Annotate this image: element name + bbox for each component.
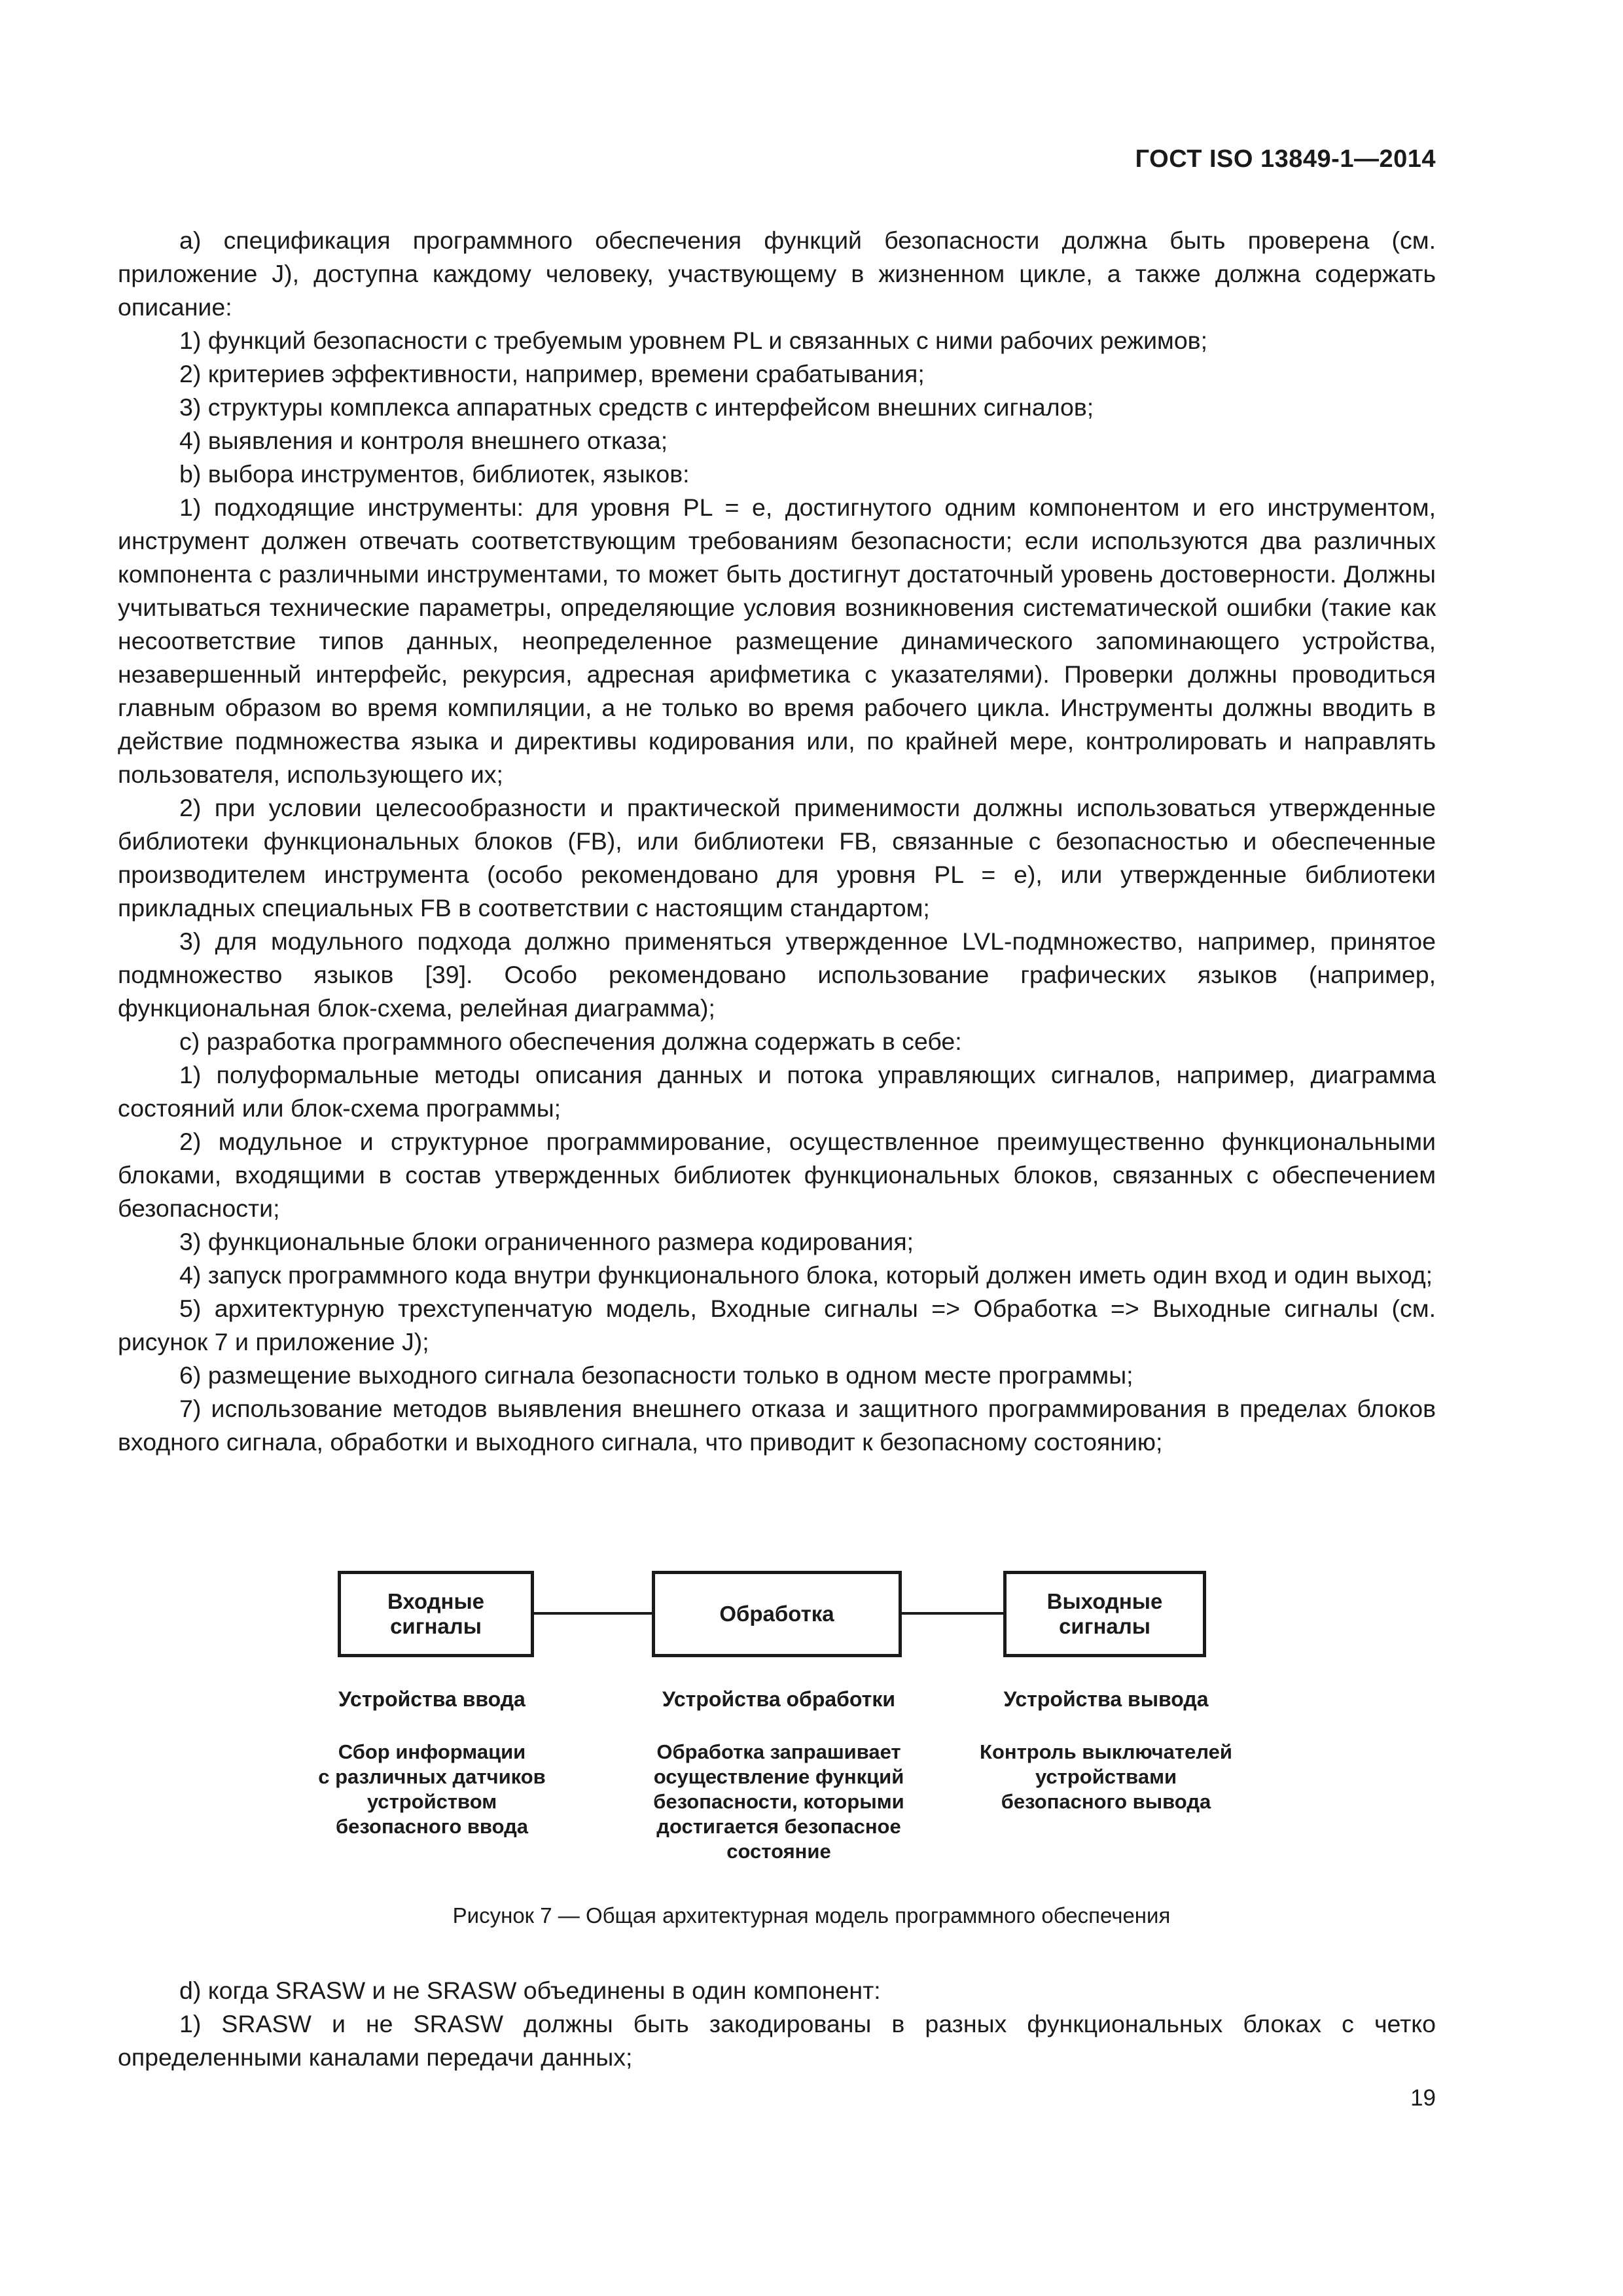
input-devices-description: Сбор информации с различных датчиков устройством безопасного ввода <box>318 1740 546 1838</box>
connector-line <box>534 1612 652 1615</box>
architecture-diagram <box>314 1551 1230 1918</box>
box-label: Обработка <box>719 1602 834 1626</box>
paragraph: 2) критериев эффективности, например, времени срабатывания; <box>179 360 925 387</box>
paragraph: а) спецификация программного обеспечения функций безопасности должна быть проверена (см. приложение J), доступна каждому человеку, участвующему в жизненном цикле, а также должна содержать описание: <box>118 226 1436 321</box>
processing-devices-title: Устройства обработки <box>662 1687 896 1711</box>
paragraph: 5) архитектурную трехступенчатую модель, Входные сигналы => Обработка => Выходные сигналы (см. рисунок 7 и приложение J); <box>118 1295 1436 1355</box>
main-text-continued <box>118 1974 1436 2074</box>
paragraph: 2) при условии целесообразности и практической применимости должны использоваться утвержденные библиотеки функциональных блоков (FB), или библиотеки FB, связанные с безопасностью и обеспеченные производителем инструмента (особо рекомендовано для уровня PL = e), или утвержденные библиотеки прикладных специальных FB в соответствии с настоящим стандартом; <box>118 794 1436 922</box>
output-devices-description: Контроль выключателей устройствами безопасного вывода <box>980 1740 1232 1813</box>
input-devices-title: Устройства ввода <box>338 1687 526 1711</box>
paragraph: 2) модульное и структурное программирование, осуществленное преимущественно функциональными блоками, входящими в состав утвержденных библиотек функциональных блоков, связанных с обеспечением безопасности; <box>118 1128 1436 1222</box>
output-devices-title: Устройства вывода <box>1003 1687 1209 1711</box>
main-text <box>118 224 1436 1459</box>
paragraph: 6) размещение выходного сигнала безопасности только в одном месте программы; <box>179 1361 1133 1389</box>
paragraph: 3) для модульного подхода должно применяться утвержденное LVL-подмножество, например, принятое подмножество языков [39]. Особо рекомендовано использование графических языков (например, функциональная блок-схема, релейная диаграмма); <box>118 927 1436 1022</box>
paragraph: 4) запуск программного кода внутри функционального блока, который должен иметь один вход и один выход; <box>179 1261 1433 1289</box>
page-number: 19 <box>1410 2085 1436 2111</box>
paragraph: 3) структуры комплекса аппаратных средств с интерфейсом внешних сигналов; <box>179 393 1094 421</box>
paragraph: b) выбора инструментов, библиотек, языков: <box>179 460 690 488</box>
figure-caption: Рисунок 7 — Общая архитектурная модель программного обеспечения <box>452 1903 1171 1928</box>
paragraph: с) разработка программного обеспечения должна содержать в себе: <box>179 1028 962 1055</box>
box-label: Входные сигналы <box>387 1589 485 1638</box>
paragraph: 1) функций безопасности с требуемым уровнем PL и связанных с ними рабочих режимов; <box>179 327 1208 354</box>
box-label: Выходные сигналы <box>1046 1589 1163 1638</box>
input-signals-box <box>338 1571 534 1657</box>
processing-box <box>652 1571 902 1657</box>
connector-line <box>902 1612 1003 1615</box>
paragraph: d) когда SRASW и не SRASW объединены в один компонент: <box>179 1977 881 2004</box>
output-signals-box <box>1003 1571 1206 1657</box>
processing-devices-description: Обработка запрашивает осуществление функций безопасности, которыми достигается безопасное состояние <box>653 1740 904 1863</box>
paragraph: 3) функциональные блоки ограниченного размера кодирования; <box>179 1228 914 1255</box>
paragraph: 1) подходящие инструменты: для уровня PL = e, достигнутого одним компонентом и его инструментом, инструмент должен отвечать соответствующим требованиям безопасности; если используются два различных компонента с различными инструментами, то может быть достигнут достаточный уровень достоверности. Должны учитываться технические параметры, определяющие условия возникновения систематической ошибки (такие как несоответствие типов данных, неопределенное размещение динамического запоминающего устройства, незавершенный интерфейс, рекурсия, адресная арифметика с указателями). Проверки должны проводиться главным образом во время компиляции, а не только во время рабочего цикла. Инструменты должны вводить в действие подмножества языка и директивы кодирования или, по крайней мере, контролировать и направлять пользователя, использующего их; <box>118 493 1436 788</box>
paragraph: 1) полуформальные методы описания данных и потока управляющих сигналов, например, диаграмма состояний или блок-схема программы; <box>118 1061 1436 1122</box>
paragraph: 4) выявления и контроля внешнего отказа; <box>179 427 668 454</box>
paragraph: 1) SRASW и не SRASW должны быть закодированы в разных функциональных блоках с четко определенными каналами передачи данных; <box>118 2010 1436 2071</box>
document-header: ГОСТ ISO 13849-1—2014 <box>1135 145 1436 173</box>
paragraph: 7) использование методов выявления внешнего отказа и защитного программирования в пределах блоков входного сигнала, обработки и выходного сигнала, что приводит к безопасному состоянию; <box>118 1395 1436 1456</box>
